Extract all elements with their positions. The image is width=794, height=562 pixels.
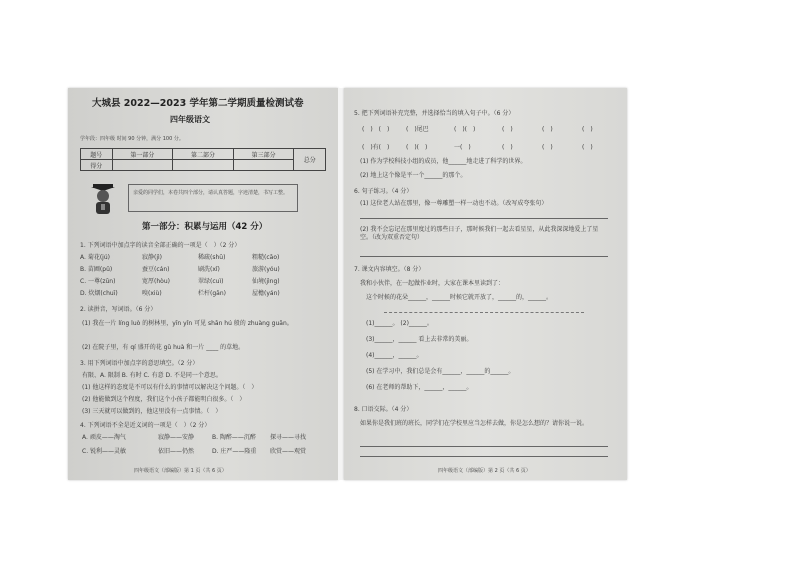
score-row-label: 得分: [81, 160, 113, 171]
q6-sentence-1: (1) 这位老人站在那里，像一尊雕塑一样一动也不动。（改写成夸张句）: [360, 200, 548, 207]
answer-line[interactable]: [360, 456, 608, 457]
q7-line: (4)______，______。: [366, 352, 423, 359]
answer-line[interactable]: [360, 218, 608, 219]
q1-option-word: 旅游(yóu): [252, 266, 280, 273]
question-1: 1. 下列词语中加点字的读音全部正确的一项是（ ）（2 分）: [80, 242, 241, 249]
question-7: 7. 课文内容填空。（8 分）: [354, 266, 425, 273]
score-header-cell: 第三部分: [233, 149, 294, 160]
score-header-cell: 题号: [81, 149, 113, 160]
question-6: 6. 句子练习。（4 分）: [354, 188, 413, 195]
q7-line: (1)______。 (2)______。: [366, 320, 433, 327]
q1-option-word: 寂静(jì): [142, 254, 163, 261]
question-4: 4. 下列词语不全是近义词的一项是（ ）（2 分）: [80, 422, 211, 429]
q5-sentence-2: (2) 地上这个像是平一个______的那个。: [360, 172, 467, 179]
exam-subtitle: 四年级语文: [170, 115, 210, 124]
q1-option-a: [80, 254, 280, 261]
score-cell[interactable]: [173, 160, 234, 171]
score-table: [80, 148, 326, 171]
q2-line-2: (2) 在院子里，有 qí 盛开的花 gǔ huà 和一片 ____ 的草地。: [82, 344, 245, 351]
q2-line-1: (1) 我在一片 líng luò 的树林里，yīn yǐn 可见 shān hú 般的 zhuàng guān。: [82, 320, 293, 327]
q4-option-d: [212, 448, 307, 455]
q5-sentence-1: (1) 作为学校科技小组的成员，他______地走进了科学的世界。: [360, 158, 527, 165]
graduate-mascot-icon: [88, 182, 118, 216]
q4-option-word: 寂静——安静: [158, 434, 195, 441]
q5-blank: ( ) ( ): [362, 126, 390, 133]
answer-line[interactable]: [360, 256, 608, 257]
question-5: 5. 把下列词语补充完整，并选择恰当的填入句子中。（6 分）: [354, 110, 515, 117]
q4-option-word: A. 顽皮——淘气: [82, 434, 126, 441]
page-footer-right: 四年级语文（部编版）第 2 页（共 6 页）: [438, 468, 531, 474]
score-header-cell: 第二部分: [173, 149, 234, 160]
exam-page-right: [344, 88, 627, 480]
q3-item: (2) 他能做到这个程度，我们这个小孩子都能明白很多。（ ）: [82, 396, 246, 403]
q5-blank: ( )( ): [406, 144, 428, 151]
q1-option-c: [80, 278, 280, 285]
score-cell[interactable]: [112, 160, 173, 171]
score-table-header-row: [81, 149, 326, 160]
q4-option-b: [212, 434, 307, 441]
q1-option-word: 刷洗(xǐ): [198, 266, 220, 273]
q5-blank: 一( ): [454, 144, 471, 151]
q5-blank: ( )有( ): [362, 144, 390, 151]
q4-option-word: 探寻——寻找: [270, 434, 307, 441]
section-1-title: 第一部分：积累与运用（42 分）: [142, 222, 268, 232]
q5-blank: ( ): [582, 126, 593, 133]
q1-option-word: A. 菊花(jú): [80, 254, 110, 261]
q5-blank: ( )尾巴: [406, 126, 429, 133]
q4-option-word: 依旧——仍然: [158, 448, 195, 455]
dashed-divider: [384, 312, 584, 313]
q5-blank: ( ): [582, 144, 593, 151]
q1-option-b: [80, 266, 280, 273]
q4-option-a: [82, 434, 195, 441]
note-text: 亲爱的同学们，本卷共四个部分，请认真答题，字迹清楚，书写工整。: [133, 190, 289, 196]
q1-option-word: 嗅(xiù): [142, 290, 162, 297]
q1-option-word: C. 一尊(zūn): [80, 278, 116, 285]
note-box: [128, 184, 298, 212]
q1-option-word: 宽厚(hòu): [142, 278, 170, 285]
q5-row-1: [362, 126, 593, 133]
q7-intro: 我和小伙伴，在一起做作业时，大家在课本里读到了：: [360, 280, 505, 287]
q7-line: 这个时候的花朵______，______时候它就开放了，______的，______。: [366, 294, 553, 301]
q1-option-word: B. 苗圃(pǔ): [80, 266, 113, 273]
q1-option-word: D. 炊烟(chuī): [80, 290, 118, 297]
exam-info: 学年段：四年级 时间 90 分钟，满分 100 分。: [80, 136, 184, 142]
q1-option-word: 翠绿(cuì): [198, 278, 224, 285]
score-header-cell: 总分: [294, 149, 326, 171]
q1-option-word: 屋檐(yán): [252, 290, 280, 297]
question-3: 3. 用下列词语中加点字的意思填空。（2 分）: [80, 360, 199, 367]
q4-option-c: [82, 448, 195, 455]
q5-row-2: [362, 144, 593, 151]
q7-line: (5) 在学习中，我们总是会有______，______的______。: [366, 368, 515, 375]
q5-blank: ( ): [542, 126, 553, 133]
page-footer-left: 四年级语文（部编版）第 1 页（共 6 页）: [134, 468, 227, 474]
q3-line: 有限、A. 限制 B. 有时 C. 有意 D. 不是同一个意思。: [82, 372, 222, 379]
q7-line: (3)______，______ 看上去非常的美丽。: [366, 336, 473, 343]
score-table-row: [81, 160, 326, 171]
q4-option-word: D. 庄严——隆重: [212, 448, 257, 455]
question-8: 8. 口语交际。（4 分）: [354, 406, 413, 413]
q1-option-d: [80, 290, 280, 297]
q7-line: (6) 在老师的帮助下，______，______。: [366, 384, 473, 391]
q5-blank: ( ): [502, 144, 513, 151]
score-header-cell: 第一部分: [112, 149, 173, 160]
q6-sentence-2: (2) 我不会忘记在那里度过的那些日子，那时候我们一起去看星星，从此我深深地爱上了星空。（改为双重否定句）: [360, 226, 599, 241]
question-2: 2. 读拼音，写词语。（6 分）: [80, 306, 157, 313]
q4-option-word: B. 陶醉——沉醉: [212, 434, 256, 441]
answer-line[interactable]: [360, 446, 608, 447]
score-cell[interactable]: [233, 160, 294, 171]
q3-item: (1) 他这样的态度是不可以有什么的事情可以解决这个问题。（ ）: [82, 384, 258, 391]
exam-page-left: [68, 88, 338, 480]
q1-option-word: 栏杆(gān): [198, 290, 226, 297]
q5-blank: ( )( ): [454, 126, 476, 133]
q4-option-word: 欣赏——观赏: [270, 448, 307, 455]
q1-option-word: 蚕豆(cán): [142, 266, 170, 273]
q1-option-word: 粗糙(cāo): [252, 254, 280, 261]
q8-text: 如果你是我们班的班长，同学们在学校里应当怎样去做，你是怎么想的？请你说一说。: [360, 420, 589, 427]
q1-option-word: 仙境(jìng): [252, 278, 280, 285]
q4-option-word: C. 锐利——灵敏: [82, 448, 127, 455]
q5-blank: ( ): [502, 126, 513, 133]
exam-title: 大城县 2022—2023 学年第二学期质量检测试卷: [92, 98, 304, 109]
q1-option-word: 稀疏(shū): [198, 254, 226, 261]
q3-item: (3) 三天就可以做到的，他这里没有一点事情。（ ）: [82, 408, 222, 415]
q5-blank: ( ): [542, 144, 553, 151]
